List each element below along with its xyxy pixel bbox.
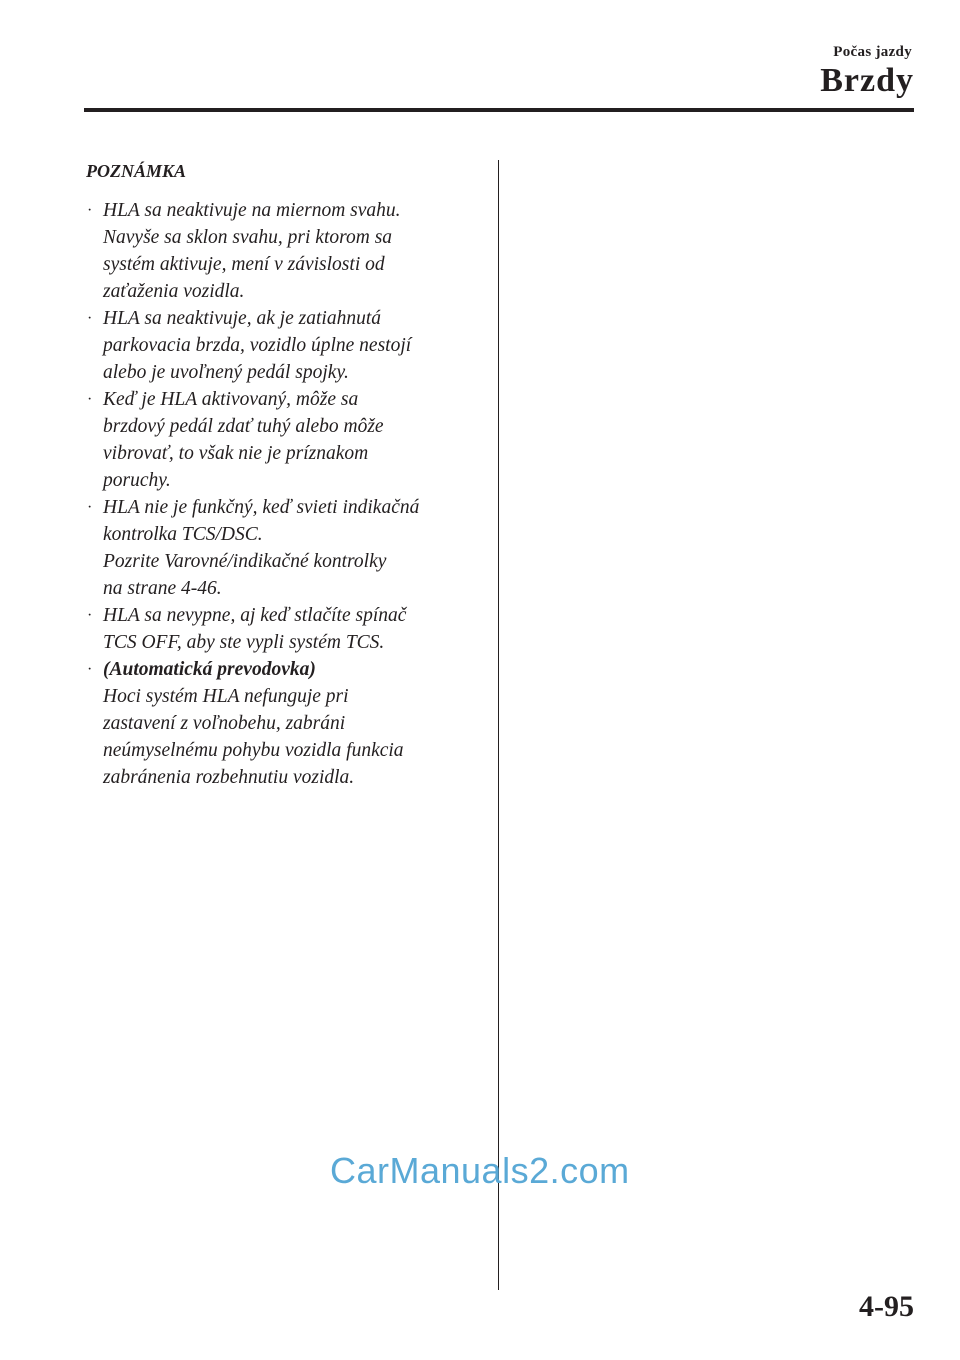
column-divider [498, 160, 499, 1290]
note-line: Pozrite Varovné/indikačné kontrolky [103, 551, 387, 572]
bullet-icon: · [87, 202, 93, 219]
header-divider [84, 108, 914, 112]
note-line: HLA sa neaktivuje, ak je zatiahnutá [103, 308, 382, 329]
note-line: poruchy. [103, 470, 171, 491]
note-line: brzdový pedál zdať tuhý alebo môže [103, 416, 384, 437]
page-number: 4-95 [859, 1290, 914, 1323]
note-line: na strane 4-46. [103, 578, 222, 599]
note-line: (Automatická prevodovka) [103, 659, 316, 680]
note-line: alebo je uvoľnený pedál spojky. [103, 362, 349, 383]
note-list-item [86, 197, 486, 305]
note-line: vibrovať, to však nie je príznakom [103, 443, 369, 464]
note-list-item [86, 494, 486, 602]
note-list-item [86, 305, 486, 386]
bullet-icon: · [87, 661, 93, 678]
page-title: Brzdy [820, 62, 914, 99]
note-list-item [86, 656, 486, 791]
note-block [86, 158, 486, 791]
note-list-item [86, 602, 486, 656]
note-line: kontrolka TCS/DSC. [103, 524, 263, 545]
bullet-icon: · [87, 391, 93, 408]
bullet-icon: · [87, 499, 93, 516]
note-heading: POZNÁMKA [86, 161, 187, 181]
section-title: Počas jazdy [833, 44, 912, 60]
watermark: CarManuals2.com [330, 1150, 630, 1191]
note-line: parkovacia brzda, vozidlo úplne nestojí [103, 335, 412, 356]
bullet-icon: · [87, 607, 93, 624]
note-line: Navyše sa sklon svahu, pri ktorom sa [103, 227, 393, 248]
bullet-icon: · [87, 310, 93, 327]
note-line: HLA nie je funkčný, keď svieti indikačná [103, 497, 420, 518]
note-list [86, 197, 486, 791]
note-list-item [86, 386, 486, 494]
note-line: HLA sa neaktivuje na miernom svahu. [103, 200, 401, 221]
note-line: zastavení z voľnobehu, zabráni [103, 713, 346, 734]
note-line: TCS OFF, aby ste vypli systém TCS. [103, 632, 385, 653]
note-line: Hoci systém HLA nefunguje pri [103, 686, 349, 707]
note-line: Keď je HLA aktivovaný, môže sa [103, 389, 359, 410]
note-line: neúmyselnému pohybu vozidla funkcia [103, 740, 404, 761]
note-line: systém aktivuje, mení v závislosti od [103, 254, 385, 275]
note-line: zabránenia rozbehnutiu vozidla. [103, 767, 355, 788]
note-line: HLA sa nevypne, aj keď stlačíte spínač [103, 605, 407, 626]
note-line: zaťaženia vozidla. [103, 281, 245, 302]
